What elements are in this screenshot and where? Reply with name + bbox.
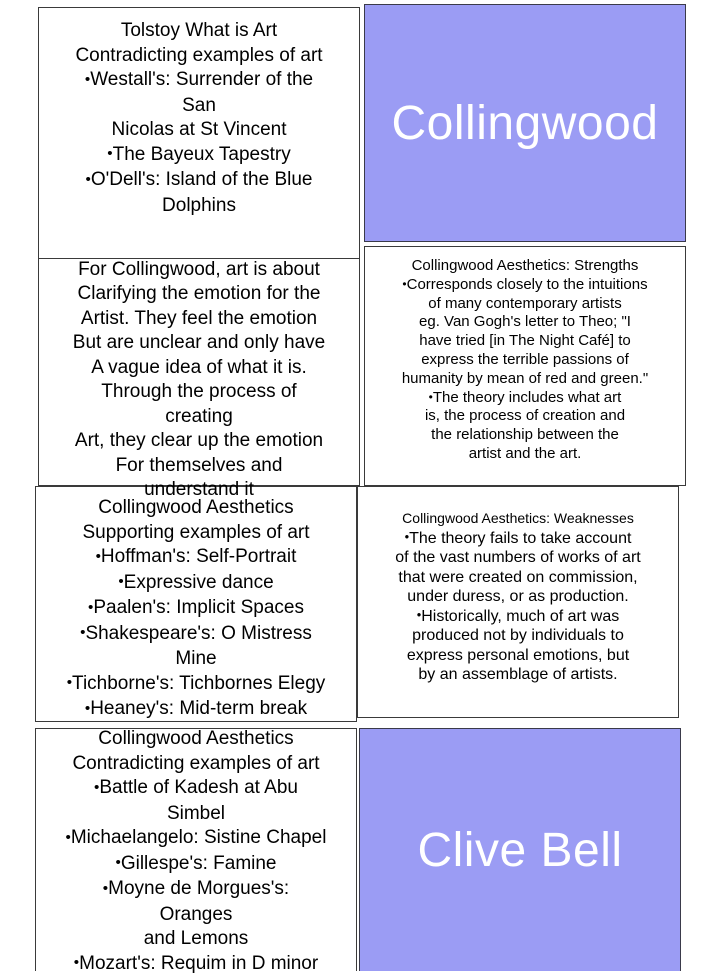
text-line: Artist. They feel the emotion (39, 307, 359, 332)
list-item-continuation: that were created on commission, (358, 568, 678, 588)
card-contradicting-examples (35, 728, 357, 971)
list-item-continuation: have tried [in The Night Café] to (365, 332, 685, 351)
text-line: Through the process of (39, 380, 359, 405)
section-title: Collingwood (392, 96, 659, 151)
list-item-continuation: eg. Van Gogh's letter to Theo; "I (365, 313, 685, 332)
card-title: Collingwood Aesthetics (36, 727, 356, 752)
list-item-continuation: is, the process of creation and (365, 407, 685, 426)
text-line: For themselves and (39, 454, 359, 479)
card-supporting-examples (35, 486, 357, 722)
card-title: Collingwood Aesthetics: Strengths (365, 257, 685, 276)
text-line: A vague idea of what it is. (39, 356, 359, 381)
list-item: • Heaney's: Mid-term break (36, 697, 356, 723)
list-item: • Westall's: Surrender of the (39, 68, 359, 94)
list-item: • Moyne de Morgues's: (36, 877, 356, 903)
list-item: • Historically, much of art was (358, 607, 678, 627)
section-title: Clive Bell (417, 823, 622, 878)
list-item: • The Bayeux Tapestry (39, 143, 359, 169)
list-item: • Corresponds closely to the intuitions (365, 276, 685, 295)
list-item: • Michaelangelo: Sistine Chapel (36, 826, 356, 852)
list-item-continuation: the relationship between the (365, 426, 685, 445)
list-item-continuation: Oranges (36, 903, 356, 928)
card-clive-bell-title (359, 728, 681, 971)
list-item-continuation: Nicolas at St Vincent (39, 118, 359, 143)
list-item: • Expressive dance (36, 571, 356, 597)
text-line: For Collingwood, art is about (39, 258, 359, 283)
card-title: Collingwood Aesthetics (36, 496, 356, 521)
card-subtitle: Contradicting examples of art (39, 44, 359, 69)
list-item-continuation: express the terrible passions of (365, 351, 685, 370)
list-item: • O'Dell's: Island of the Blue (39, 168, 359, 194)
list-item: • Shakespeare's: O Mistress (36, 622, 356, 648)
list-item-continuation: Simbel (36, 802, 356, 827)
list-item-continuation: Dolphins (39, 194, 359, 219)
list-item-continuation: Mine (36, 647, 356, 672)
card-collingwood-title (364, 4, 686, 242)
list-item: • Battle of Kadesh at Abu (36, 776, 356, 802)
list-item: • Hoffman's: Self-Portrait (36, 545, 356, 571)
list-item: • The theory includes what art (365, 389, 685, 408)
card-subtitle: Supporting examples of art (36, 521, 356, 546)
text-line: understand it (39, 478, 359, 503)
list-item-continuation: express personal emotions, but (358, 646, 678, 666)
list-item-continuation: and Lemons (36, 927, 356, 952)
text-line: Clarifying the emotion for the (39, 282, 359, 307)
list-item: • Tichborne's: Tichbornes Elegy (36, 672, 356, 698)
list-item: • The theory fails to take account (358, 529, 678, 549)
list-item-continuation: artist and the art. (365, 445, 685, 464)
list-item-continuation: San (39, 94, 359, 119)
text-line: Art, they clear up the emotion (39, 429, 359, 454)
list-item-continuation: humanity by mean of red and green." (365, 370, 685, 389)
card-tolstoy (38, 7, 360, 259)
card-weaknesses (357, 486, 679, 718)
list-item-continuation: of many contemporary artists (365, 295, 685, 314)
list-item: • Mozart's: Requim in D minor (36, 952, 356, 977)
list-item-continuation: produced not by individuals to (358, 626, 678, 646)
card-collingwood-aesthetics (38, 244, 360, 486)
text-line: creating (39, 405, 359, 430)
list-item-continuation: under duress, or as production. (358, 587, 678, 607)
card-strengths (364, 246, 686, 486)
list-item: • Gillespe's: Famine (36, 852, 356, 878)
list-item-continuation: of the vast numbers of works of art (358, 548, 678, 568)
card-title: Tolstoy What is Art (39, 19, 359, 44)
list-item-continuation: by an assemblage of artists. (358, 665, 678, 685)
list-item: • Paalen's: Implicit Spaces (36, 596, 356, 622)
card-title: Collingwood Aesthetics: Weaknesses (358, 509, 678, 529)
card-subtitle: Contradicting examples of art (36, 752, 356, 777)
text-line: But are unclear and only have (39, 331, 359, 356)
